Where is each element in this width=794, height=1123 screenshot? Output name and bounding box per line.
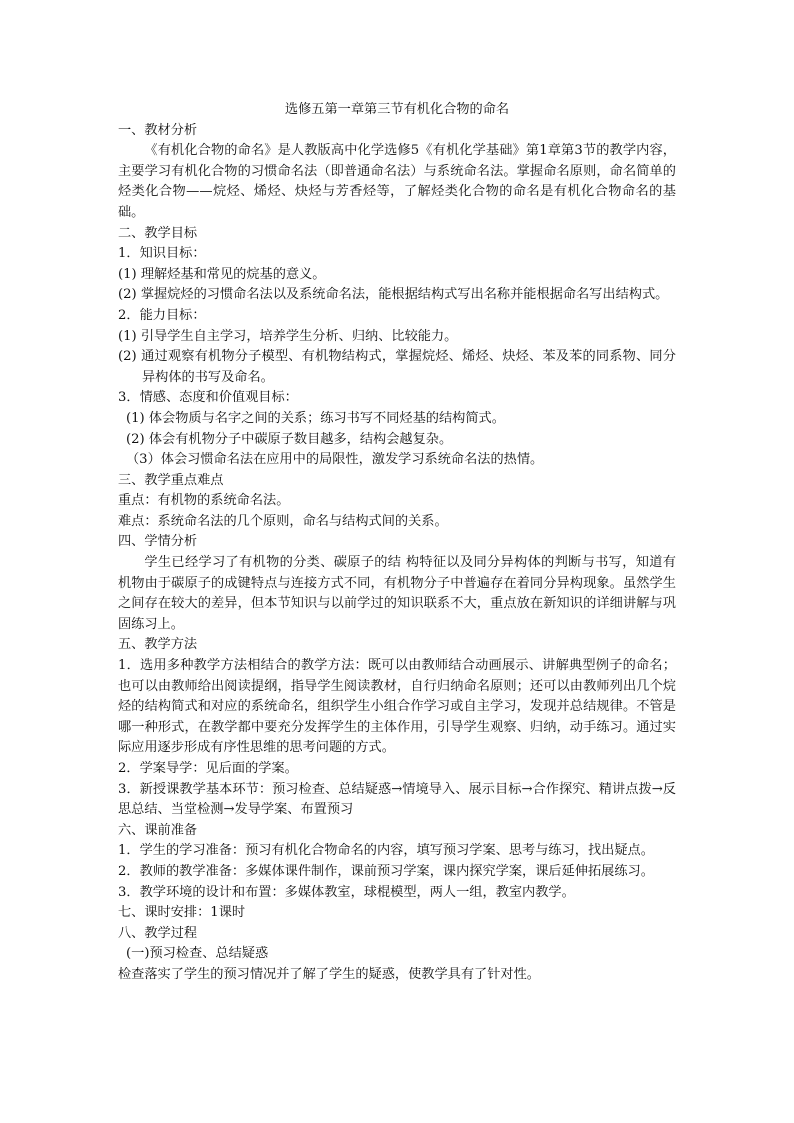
ability-goals-heading: 2．能力目标： bbox=[118, 307, 206, 323]
knowledge-goal-item: (1) 理解烃基和常见的烷基的意义。 bbox=[118, 266, 326, 282]
method-item: 3．新授课教学基本环节：预习检查、总结疑惑→情境导入、展示目标→合作探究、精讲点拨→反思总结、当堂检测→发导学案、布置预习 bbox=[118, 781, 676, 818]
emotion-goal-item: （3）体会习惯命名法在应用中的局限性，激发学习系统命名法的热情。 bbox=[126, 452, 544, 468]
section-4-paragraph: 学生已经学习了有机物的分类、碳原子的结 构特征以及同分异构体的判断与书写，知道有机物由于碳原子的成键特点与连接方式不同，有机物分子中普遍存在着同分异构现象。虽然学生之间存在较大的差异，但本节知识与以前学过的知识联系不大，重点放在新知识的详细讲解与巩固练习上。 bbox=[118, 555, 676, 632]
section-heading-1: 一、教材分析 bbox=[118, 122, 198, 138]
section-heading-5: 五、教学方法 bbox=[118, 637, 198, 653]
preparation-item: 1．学生的学习准备：预习有机化合物命名的内容，填写预习学案、思考与练习，找出疑点。 bbox=[118, 843, 654, 859]
key-point-line: 重点：有机物的系统命名法。 bbox=[118, 493, 290, 509]
difficulty-line: 难点：系统命名法的几个原则，命名与结构式间的关系。 bbox=[118, 513, 448, 529]
emotion-goal-item: (2) 体会有机物分子中碳原子数目越多，结构会越复杂。 bbox=[126, 431, 453, 447]
knowledge-goals-heading: 1．知识目标： bbox=[118, 246, 206, 262]
section-heading-3: 三、教学重点难点 bbox=[118, 472, 224, 488]
section-heading-8: 八、教学过程 bbox=[118, 925, 198, 941]
section-heading-4: 四、学情分析 bbox=[118, 534, 198, 550]
document-page bbox=[118, 100, 676, 986]
section-1-paragraph: 《有机化合物的命名》是人教版高中化学选修5《有机化学基础》第1章第3节的教学内容，主要学习有机化合物的习惯命名法（即普通命名法）与系统命名法。掌握命名原则，命名简单的烃类化合物——烷烃、烯烃、炔烃与芳香烃等，了解烃类化合物的命名是有机化合物命名的基础。 bbox=[118, 143, 676, 220]
document-title: 选修五第一章第三节有机化合物的命名 bbox=[284, 102, 510, 117]
emotion-goals-heading: 3．情感、态度和价值观目标： bbox=[118, 390, 298, 406]
section-heading-2: 二、教学目标 bbox=[118, 225, 198, 241]
preparation-item: 3．教学环境的设计和布置：多媒体教室，球棍模型，两人一组，教室内教学。 bbox=[118, 884, 575, 900]
knowledge-goal-item: (2) 掌握烷烃的习惯命名法以及系统命名法，能根据结构式写出名称并能根据命名写出结构式。 bbox=[118, 287, 669, 303]
method-item: 2．学案导学：见后面的学案。 bbox=[118, 761, 298, 776]
preparation-item: 2．教师的教学准备：多媒体课件制作，课前预习学案，课内探究学案，课后延伸拓展练习。 bbox=[118, 863, 654, 879]
process-paragraph: 检查落实了学生的预习情况并了解了学生的疑惑，使教学具有了针对性。 bbox=[118, 966, 540, 982]
ability-goal-item: (1) 引导学生自主学习，培养学生分析、归纳、比较能力。 bbox=[118, 328, 458, 344]
method-item: 1．选用多种教学方法相结合的教学方法：既可以由教师结合动画展示、讲解典型例子的命名；也可以由教师给出阅读提纲，指导学生阅读教材，自行归纳命名原则；还可以由教师列出几个烷烃的结构简式和对应的系统命名，组织学生小组合作学习或自主学习，发现并总结规律。不管是哪一种形式，在教学都中要充分发挥学生的主体作用，引导学生观察、归纳，动手练习。通过实际应用逐步形成有序性思维的思考问题的方式。 bbox=[118, 658, 676, 756]
emotion-goal-item: (1) 体会物质与名字之间的关系；练习书写不同烃基的结构简式。 bbox=[126, 410, 505, 426]
section-heading-6: 六、课前准备 bbox=[118, 822, 198, 838]
process-subheading: (一)预习检查、总结疑惑 bbox=[126, 946, 269, 962]
section-heading-7: 七、课时安排：1课时 bbox=[118, 905, 246, 921]
ability-goal-item: (2) 通过观察有机物分子模型、有机物结构式，掌握烷烃、烯烃、炔烃、苯及苯的同系物、同分异构体的书写及命名。 bbox=[118, 349, 676, 385]
